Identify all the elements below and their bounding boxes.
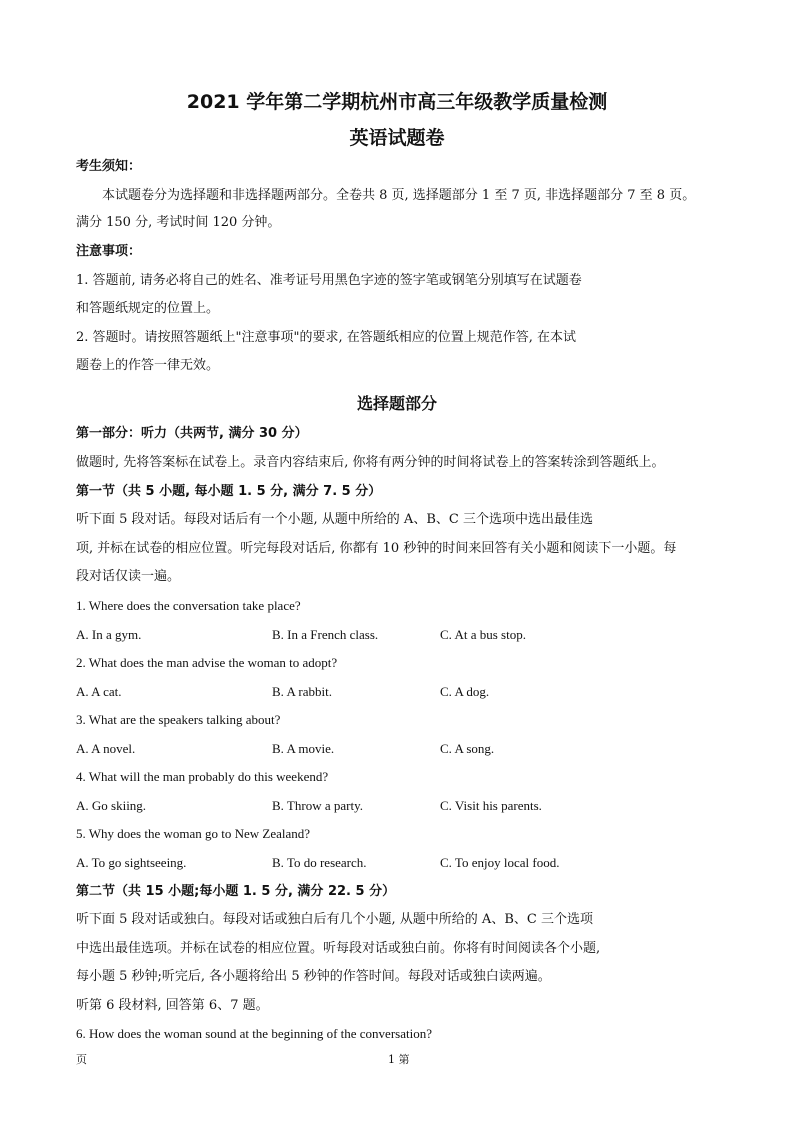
section-title: 选择题部分 bbox=[356, 394, 437, 413]
section1-heading: 第一节（共 5 小题, 每小题 1. 5 分, 满分 7. 5 分） bbox=[76, 484, 382, 499]
question-3-option-a: A. A novel. bbox=[76, 741, 136, 756]
question-3: 3. What are the speakers talking about? bbox=[76, 712, 281, 727]
question-4-option-a: A. Go skiing. bbox=[76, 798, 147, 813]
question-4-option-c: C. Visit his parents. bbox=[440, 798, 542, 813]
question-5-option-a: A. To go sightseeing. bbox=[76, 855, 187, 870]
question-5-option-c: C. To enjoy local food. bbox=[440, 855, 560, 870]
question-1: 1. Where does the conversation take place? bbox=[76, 598, 301, 613]
section2-heading: 第二节（共 15 小题;每小题 1. 5 分, 满分 22. 5 分） bbox=[76, 884, 396, 899]
part1-instruction: 做题时, 先将答案标在试卷上。录音内容结束后, 你将有两分钟的时间将试卷上的答案转涂到答题纸上。 bbox=[76, 455, 665, 470]
notice-line-1: 本试题卷分为选择题和非选择题两部分。全卷共 8 页, 选择题部分 1 至 7 页, 非选择题部分 7 至 8 页。 bbox=[102, 188, 696, 203]
part1-heading: 第一部分：听力（共两节, 满分 30 分） bbox=[76, 426, 308, 441]
section2-line-1: 听下面 5 段对话或独白。每段对话或独白后有几个小题, 从题中所给的 A、B、C 三个选项 bbox=[76, 912, 593, 927]
question-1-option-a: A. In a gym. bbox=[76, 627, 142, 642]
question-2-option-b: B. A rabbit. bbox=[272, 684, 332, 699]
question-1-option-b: B. In a French class. bbox=[272, 627, 379, 642]
question-2: 2. What does the man advise the woman to adopt? bbox=[76, 655, 338, 670]
section1-line-2: 项, 并标在试卷的相应位置。听完每段对话后, 你都有 10 秒钟的时间来回答有关小题和阅读下一小题。每 bbox=[76, 541, 677, 556]
question-3-option-b: B. A movie. bbox=[272, 741, 335, 756]
attention-line-3: 2. 答题时。请按照答题纸上"注意事项"的要求, 在答题纸相应的位置上规范作答, 在本试 bbox=[76, 330, 577, 345]
section2-line-4: 听第 6 段材料, 回答第 6、7 题。 bbox=[76, 998, 269, 1013]
page-number: 1 第 bbox=[388, 1053, 410, 1066]
notice-line-2: 满分 150 分, 考试时间 120 分钟。 bbox=[76, 215, 281, 230]
question-5: 5. Why does the woman go to New Zealand? bbox=[76, 826, 311, 841]
question-5-option-b: B. To do research. bbox=[272, 855, 367, 870]
question-4-option-b: B. Throw a party. bbox=[272, 798, 363, 813]
notice-heading: 考生须知： bbox=[76, 159, 142, 174]
question-6: 6. How does the woman sound at the beginning of the conversation? bbox=[76, 1026, 432, 1041]
question-4: 4. What will the man probably do this weekend? bbox=[76, 769, 329, 784]
attention-heading: 注意事项： bbox=[76, 244, 142, 259]
section1-line-1: 听下面 5 段对话。每段对话后有一个小题, 从题中所给的 A、B、C 三个选项中选出最佳选 bbox=[76, 512, 593, 527]
question-2-option-a: A. A cat. bbox=[76, 684, 122, 699]
exam-title: 2021 学年第二学期杭州市高三年级教学质量检测 bbox=[186, 91, 608, 113]
attention-line-2: 和答题纸规定的位置上。 bbox=[76, 301, 220, 316]
question-2-option-c: C. A dog. bbox=[440, 684, 490, 699]
question-3-option-c: C. A song. bbox=[440, 741, 495, 756]
section2-line-3: 每小题 5 秒钟;听完后, 各小题将给出 5 秒钟的作答时间。每段对话或独白读两遍。 bbox=[76, 969, 551, 984]
question-1-option-c: C. At a bus stop. bbox=[440, 627, 526, 642]
section2-line-2: 中选出最佳选项。并标在试卷的相应位置。听每段对话或独白前。你将有时间阅读各个小题, bbox=[76, 941, 601, 956]
footer-left: 页 bbox=[76, 1053, 87, 1066]
attention-line-4: 题卷上的作答一律无效。 bbox=[76, 358, 220, 373]
exam-subtitle: 英语试题卷 bbox=[349, 127, 445, 149]
attention-line-1: 1. 答题前, 请务必将自己的姓名、准考证号用黑色字迹的签字笔或钢笔分别填写在试题卷 bbox=[76, 273, 582, 288]
section1-line-3: 段对话仅读一遍。 bbox=[76, 569, 181, 584]
